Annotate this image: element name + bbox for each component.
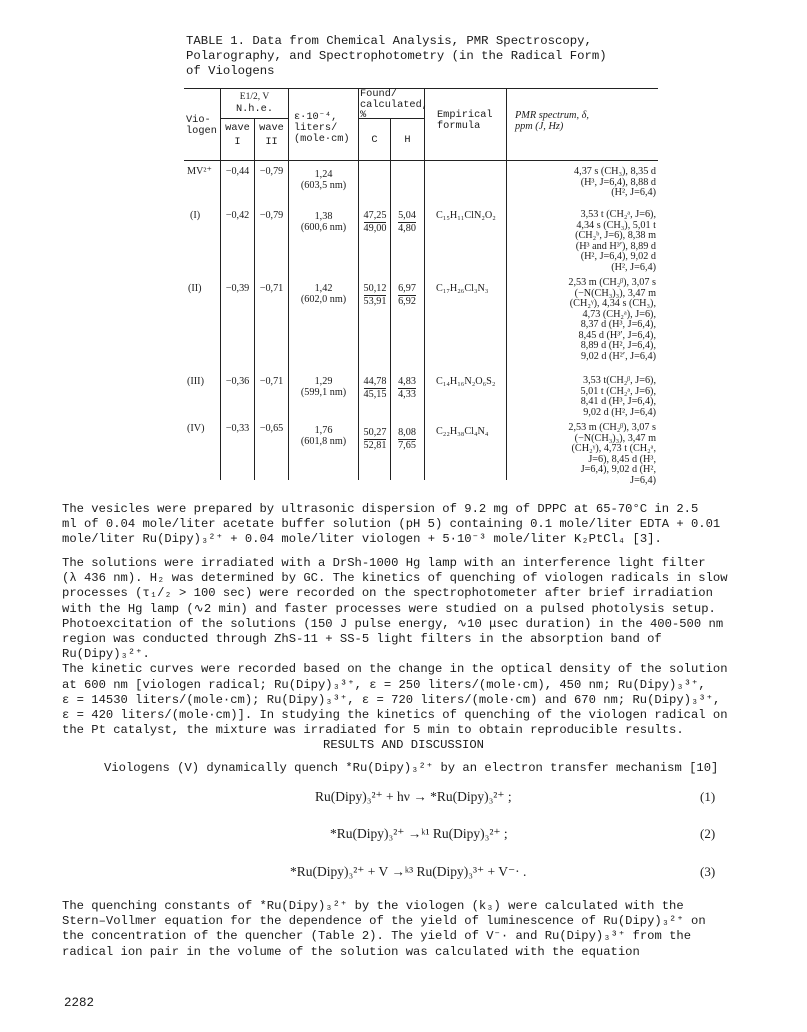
table-row-viologen: (IV) — [187, 423, 205, 434]
table-row-wave2: −0,65 — [259, 423, 284, 434]
table-row-h-found: 4,83 — [398, 376, 416, 387]
header-viologen: Vio- logen — [186, 114, 217, 137]
table-caption: TABLE 1. Data from Chemical Analysis, PMR Spectroscopy, Polarography, and Spectrophotometry (in the Radical Form) of Viologens — [186, 34, 607, 78]
table-row-formula: C₁₇H₂₆Cl₃N₃ — [436, 283, 489, 294]
table-row-c-found: 50,27 — [363, 427, 387, 438]
table-row-h-calc: 6,92 — [398, 296, 416, 307]
header-nhe: N.h.e. — [235, 103, 274, 115]
table-row-viologen: (II) — [188, 283, 202, 294]
header-c: C — [371, 134, 378, 146]
table-row-wave1: −0,42 — [225, 210, 250, 221]
table-row-epsilon: 1,42 (602,0 nm) — [300, 283, 347, 305]
section-heading: RESULTS AND DISCUSSION — [323, 738, 484, 752]
table-col-rule — [424, 88, 425, 480]
equation-number: (1) — [700, 789, 716, 804]
table-row-epsilon: 1,24 (603,5 nm) — [300, 169, 347, 191]
paragraph-vesicles: The vesicles were prepared by ultrasonic dispersion of 9.2 mg of DPPC at 65-70°C in 2.5 ml of 0.04 mole/liter acetate buffer solution (pH 5) containing 0.1 mole/liter EDTA + 0.01 mole/liter Ru(Dipy)₃²⁺ + 0.04 mole/liter viologen + 5·10⁻³ mole/liter K₂PtCl₄ [3]. — [62, 502, 721, 547]
table-row-viologen: (III) — [187, 376, 204, 387]
intro-sentence: Viologens (V) dynamically quench *Ru(Dipy)₃²⁺ by an electron transfer mechanism [10] — [104, 761, 719, 775]
table-row-formula: C₁₄H₁₆N₂O₆S₂ — [436, 376, 496, 387]
table-row-c-calc: 52,81 — [363, 440, 387, 451]
equation-1: Ru(Dipy)₃²⁺ + hν → *Ru(Dipy)₃²⁺ ; — [315, 789, 512, 804]
table-row-wave2: −0,71 — [259, 376, 284, 387]
table-row-wave1: −0,36 — [225, 376, 250, 387]
table-row-c-found: 50,12 — [363, 283, 387, 294]
table-row-wave1: −0,44 — [225, 166, 250, 177]
table-row-pmr: 3,53 t (CH₂ᵃ, J=6), 4,34 s (CH₃), 5,01 t (CH₂ᵇ, J=6), 8,38 m (H³ and H³′), 8,89 d (H², J=6,4), 9,02 d (H², J=6,4) — [575, 209, 656, 273]
table-row-h-calc: 7,65 — [398, 440, 416, 451]
table-col-rule — [506, 88, 507, 480]
table-row-epsilon: 1,38 (600,6 nm) — [300, 211, 347, 233]
table-row-c-calc: 49,00 — [363, 223, 387, 234]
table-row-epsilon: 1,29 (599,1 nm) — [300, 376, 347, 398]
table-row-formula: C₁₅H₁₁ClN₂O₂ — [436, 210, 496, 221]
header-epsilon: ε·10⁻⁴, liters/ (mole·cm) — [294, 111, 350, 145]
table-row-viologen: (I) — [190, 210, 201, 221]
table-row-pmr: 3,53 t(CH₂ᵝ, J=6), 5,01 t (CH₂ᵃ, J=6), 8,41 d (H³, J=6,4), 9,02 d (H², J=6,4) — [580, 375, 656, 418]
table-row-h-found: 5,04 — [398, 210, 416, 221]
paragraph-quenching: The quenching constants of *Ru(Dipy)₃²⁺ by the viologen (k₃) were calculated with the Stern–Vollmer equation for the dependence of the yield of luminescence of Ru(Dipy)₃²⁺ on the concentration of the quencher (Table 2). The yield of V⁻· and Ru(Dipy)₃³⁺ from the radical ion pair in the volume of the solution was calculated with the equation — [62, 899, 706, 959]
header-formula: Empirical formula — [437, 109, 493, 132]
paragraph-irradiation: The solutions were irradiated with a DrSh-1000 Hg lamp with an interference light filter (λ 436 nm). H₂ was determined by GC. The kinetics of quenching of viologen radicals in slow processes (τ₁/₂ > 100 sec) were recorded on the spectrophotometer after brief irradiation with the Hg lamp (∿2 min) and faster processes were studied on a pulsed photolysis setup. Photoexcitation of the solutions (150 J pulse energy, ∿10 μsec duration) in the 400-500 nm region was conducted through ZhS-11 + SS-5 light filters in the absorption band of Ru(Dipy)₃²⁺. The kinetic curves were recorded based on the change in the optical density of the solution at 600 nm [viologen radical; Ru(Dipy)₃³⁺, ε = 250 liters/(mole·cm), 450 nm; Ru(Dipy)₃³⁺, ε = 14530 liters/(mole·cm); Ru(Dipy)₃³⁺, ε = 720 liters/(mole·cm) and 670 nm; Ru(Dipy)₃³⁺, ε = 420 liters/(mole·cm)]. In studying the kinetics of quenching of the viologen radical on the Pt catalyst, the mixture was irradiated for 5 min to obtain reproducible results. — [62, 556, 728, 738]
table-row-pmr: 2,53 m (CH₂ᵝ), 3,07 s (−N(CH₃)₃), 3,47 m (CH₂ᵞ), 4,34 s (CH₃), 4,73 (CH₂ᵃ), J=6), 8,37 d (H³, J=6,4), 8,45 d (H³′, J=6,4), 8,89 d (H², J=6,4), 9,02 d (H²′, J=6,4) — [568, 277, 656, 362]
header-wave-2: wave II — [259, 122, 284, 148]
table-row-h-found: 6,97 — [398, 283, 416, 294]
table-row-epsilon: 1,76 (601,8 nm) — [300, 425, 347, 447]
table-row-c-found: 44,78 — [363, 376, 387, 387]
equation-number: (2) — [700, 826, 716, 841]
equation-3: *Ru(Dipy)₃²⁺ + V →ᵏ³ Ru(Dipy)₃³⁺ + V⁻· . — [290, 864, 527, 879]
table-row-h-calc: 4,33 — [398, 389, 416, 400]
table-row-wave1: −0,39 — [225, 283, 250, 294]
table-row-pmr: 2,53 m (CH₂ᵝ), 3,07 s (−N(CH₃)₃), 3,47 m (CH₂ᵞ), 4,73 t (CH₂ᵃ, J=6), 8,45 d (H³, J=6,4), 9,02 d (H², J=6,4) — [568, 422, 656, 486]
header-e-half: E1/2, V — [239, 92, 270, 102]
table-row-h-calc: 4,80 — [398, 223, 416, 234]
table-row-h-found: 8,08 — [398, 427, 416, 438]
table-row-c-calc: 53,91 — [363, 296, 387, 307]
equation-number: (3) — [700, 864, 716, 879]
table-row-wave2: −0,79 — [259, 166, 284, 177]
page-number: 2282 — [64, 996, 95, 1010]
header-wave-1: wave I — [225, 122, 250, 148]
header-pmr: PMR spectrum, δ, ppm (J, Hz) — [515, 110, 589, 132]
table-row-wave1: −0,33 — [225, 423, 250, 434]
header-h: H — [404, 134, 411, 146]
table-row-pmr: 4,37 s (CH₃), 8,35 d (H³, J=6,4), 8,88 d (H², J=6,4) — [574, 166, 656, 198]
table-header-rule — [184, 160, 658, 161]
equation-2: *Ru(Dipy)₃²⁺ →ᵏ¹ Ru(Dipy)₃²⁺ ; — [330, 826, 508, 841]
table-row-c-calc: 45,15 — [363, 389, 387, 400]
table-row-formula: C₂₂H₃₈Cl₄N₄ — [436, 426, 489, 437]
header-found-calculated: Found/ calculated, % — [360, 88, 428, 121]
table-row-c-found: 47,25 — [363, 210, 387, 221]
table-row-wave2: −0,79 — [259, 210, 284, 221]
table-row-viologen: MV²⁺ — [187, 166, 212, 177]
table-row-wave2: −0,71 — [259, 283, 284, 294]
